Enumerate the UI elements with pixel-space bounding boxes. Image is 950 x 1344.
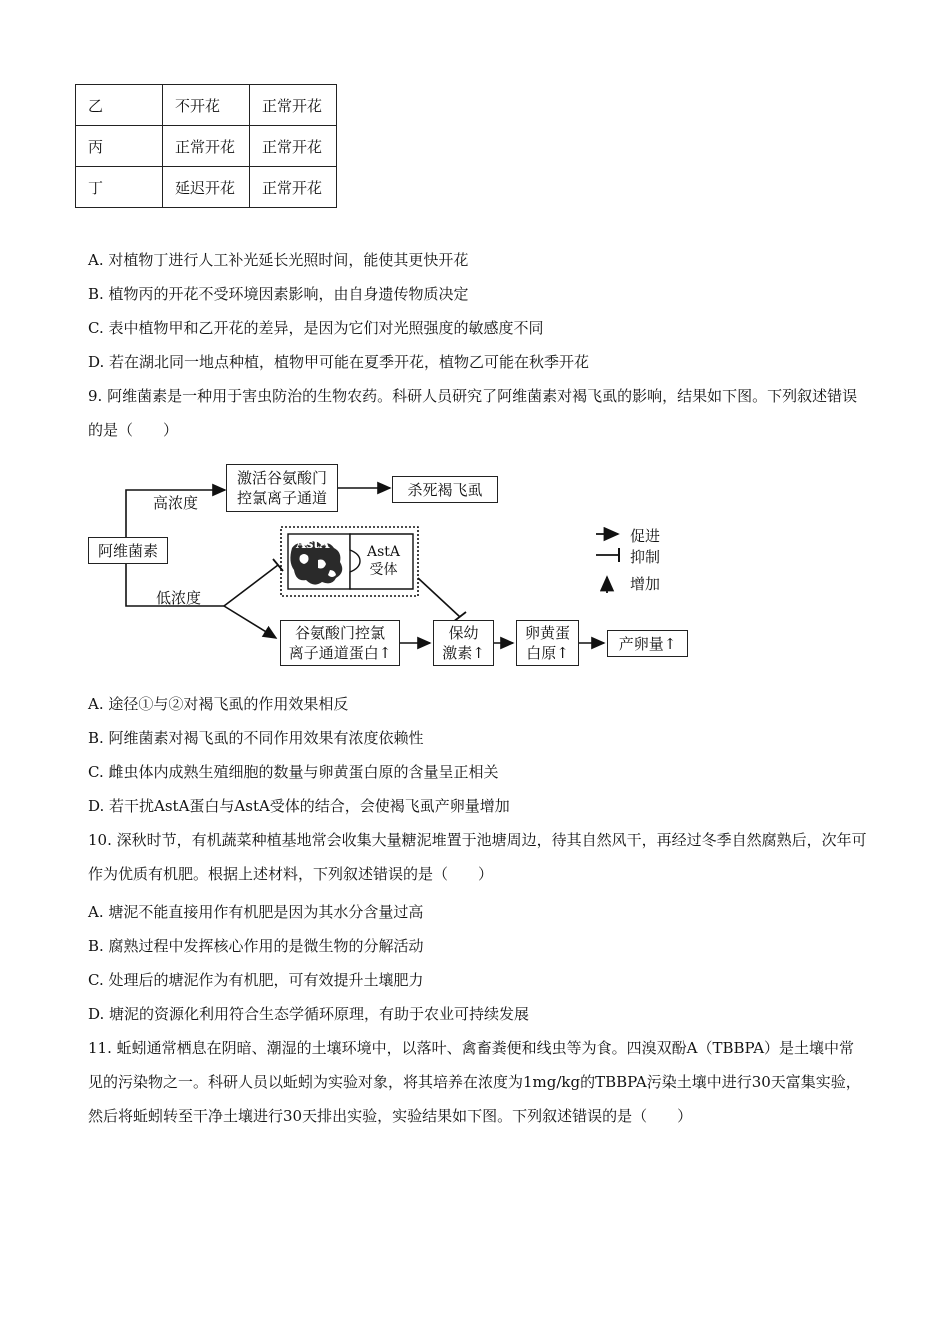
jh-line1: 保幼 (448, 624, 479, 642)
q8-option-b: B. 植物丙的开花不受环境因素影响，由自身遗传物质决定 (88, 285, 469, 303)
q9-option-c: C. 雌虫体内成熟生殖细胞的数量与卵黄蛋白原的含量呈正相关 (88, 763, 499, 781)
q9-option-a: A. 途径①与②对褐飞虱的作用效果相反 (88, 695, 349, 713)
table-cell: 正常开花 (163, 126, 250, 167)
jh-line2: 激素↑ (442, 644, 485, 662)
q10-option-d: D. 塘泥的资源化利用符合生态学循环原理，有助于农业可持续发展 (88, 1005, 530, 1023)
table-cell: 正常开花 (250, 126, 337, 167)
table-cell: 乙 (76, 85, 163, 126)
asta-receptor-line1: AstA (367, 544, 401, 560)
q9-option-b: B. 阿维菌素对褐飞虱的不同作用效果有浓度依赖性 (88, 729, 424, 747)
channel-protein-box (280, 620, 400, 666)
table-cell: 丙 (76, 126, 163, 167)
avermectin-box: 阿维菌素 (88, 537, 168, 564)
juvenile-hormone-box (433, 620, 494, 666)
vg-line2: 白原↑ (526, 644, 569, 662)
vitellogenin-box (516, 620, 579, 666)
kill-box: 杀死褐飞虱 (392, 476, 498, 503)
table-cell: 丁 (76, 167, 163, 208)
q8-option-a: A. 对植物丁进行人工补光延长光照时间，能使其更快开花 (88, 251, 469, 269)
activate-line2: 控氯离子通道 (236, 489, 327, 507)
table-cell: 不开花 (163, 85, 250, 126)
q10-stem: 10. 深秋时节，有机蔬菜种植基地常会收集大量糖泥堆置于池塘周边，待其自然风干，再经过冬季自然腐熟后，次年可作为优质有机肥。根据上述材料，下列叙述错误的是（ ） (88, 831, 867, 883)
legend-promote-label: 促进 (630, 527, 661, 545)
legend-inhibit-label: 抑制 (630, 548, 661, 566)
table-cell: 正常开花 (250, 167, 337, 208)
low-conc-label: 低浓度 (156, 589, 202, 607)
table-cell: 延迟开花 (163, 167, 250, 208)
asta-receptor-line2: 受体 (369, 562, 398, 578)
legend-increase-label: 增加 (630, 575, 661, 593)
q8-option-d: D. 若在湖北同一地点种植，植物甲可能在夏季开花，植物乙可能在秋季开花 (88, 353, 590, 371)
promote-channel-arrow (224, 606, 276, 638)
q10-option-c: C. 处理后的塘泥作为有机肥，可有效提升土壤肥力 (88, 971, 424, 989)
egg-production-box: 产卵量↑ (607, 630, 688, 657)
q9-stem: 9. 阿维菌素是一种用于害虫防治的生物农药。科研人员研究了阿维菌素对褐飞虱的影响，结果如下图。下列叙述错误的是（ ） (88, 387, 858, 439)
asta-receptor-label (367, 543, 400, 579)
high-conc-label: 高浓度 (153, 494, 199, 512)
channel-line1: 谷氨酸门控氯 (294, 624, 385, 642)
asta-protein-label: AstA (296, 537, 330, 552)
vg-line1: 卵黄蛋 (524, 624, 570, 642)
inhibit-asta-line (224, 565, 278, 606)
q9-option-d: D. 若干扰AstA蛋白与AstA受体的结合，会使褐飞虱产卵量增加 (88, 797, 510, 815)
channel-line2: 离子通道蛋白↑ (288, 644, 392, 662)
q8-option-c: C. 表中植物甲和乙开花的差异，是因为它们对光照强度的敏感度不同 (88, 319, 544, 337)
q11-stem: 11. 蚯蚓通常栖息在阴暗、潮湿的土壤环境中，以落叶、禽畜粪便和线虫等为食。四溴双酚A（TBBPA）是土壤中常见的污染物之一。科研人员以蚯蚓为实验对象，将其培养在浓度为1mg/kg的TBBPA污染土壤中进行30天富集实验，然后将蚯蚓转至干净土壤进行30天排出实验，实验结果如下图。下列叙述错误的是（ ） (88, 1039, 861, 1125)
table-cell: 正常开花 (250, 85, 337, 126)
q10-option-b: B. 腐熟过程中发挥核心作用的是微生物的分解活动 (88, 937, 424, 955)
activate-line1: 激活谷氨酸门 (236, 469, 327, 487)
inhibit-jh-line (418, 578, 460, 617)
activate-channel-box (226, 464, 338, 512)
q10-option-a: A. 塘泥不能直接用作有机肥是因为其水分含量过高 (88, 903, 424, 921)
